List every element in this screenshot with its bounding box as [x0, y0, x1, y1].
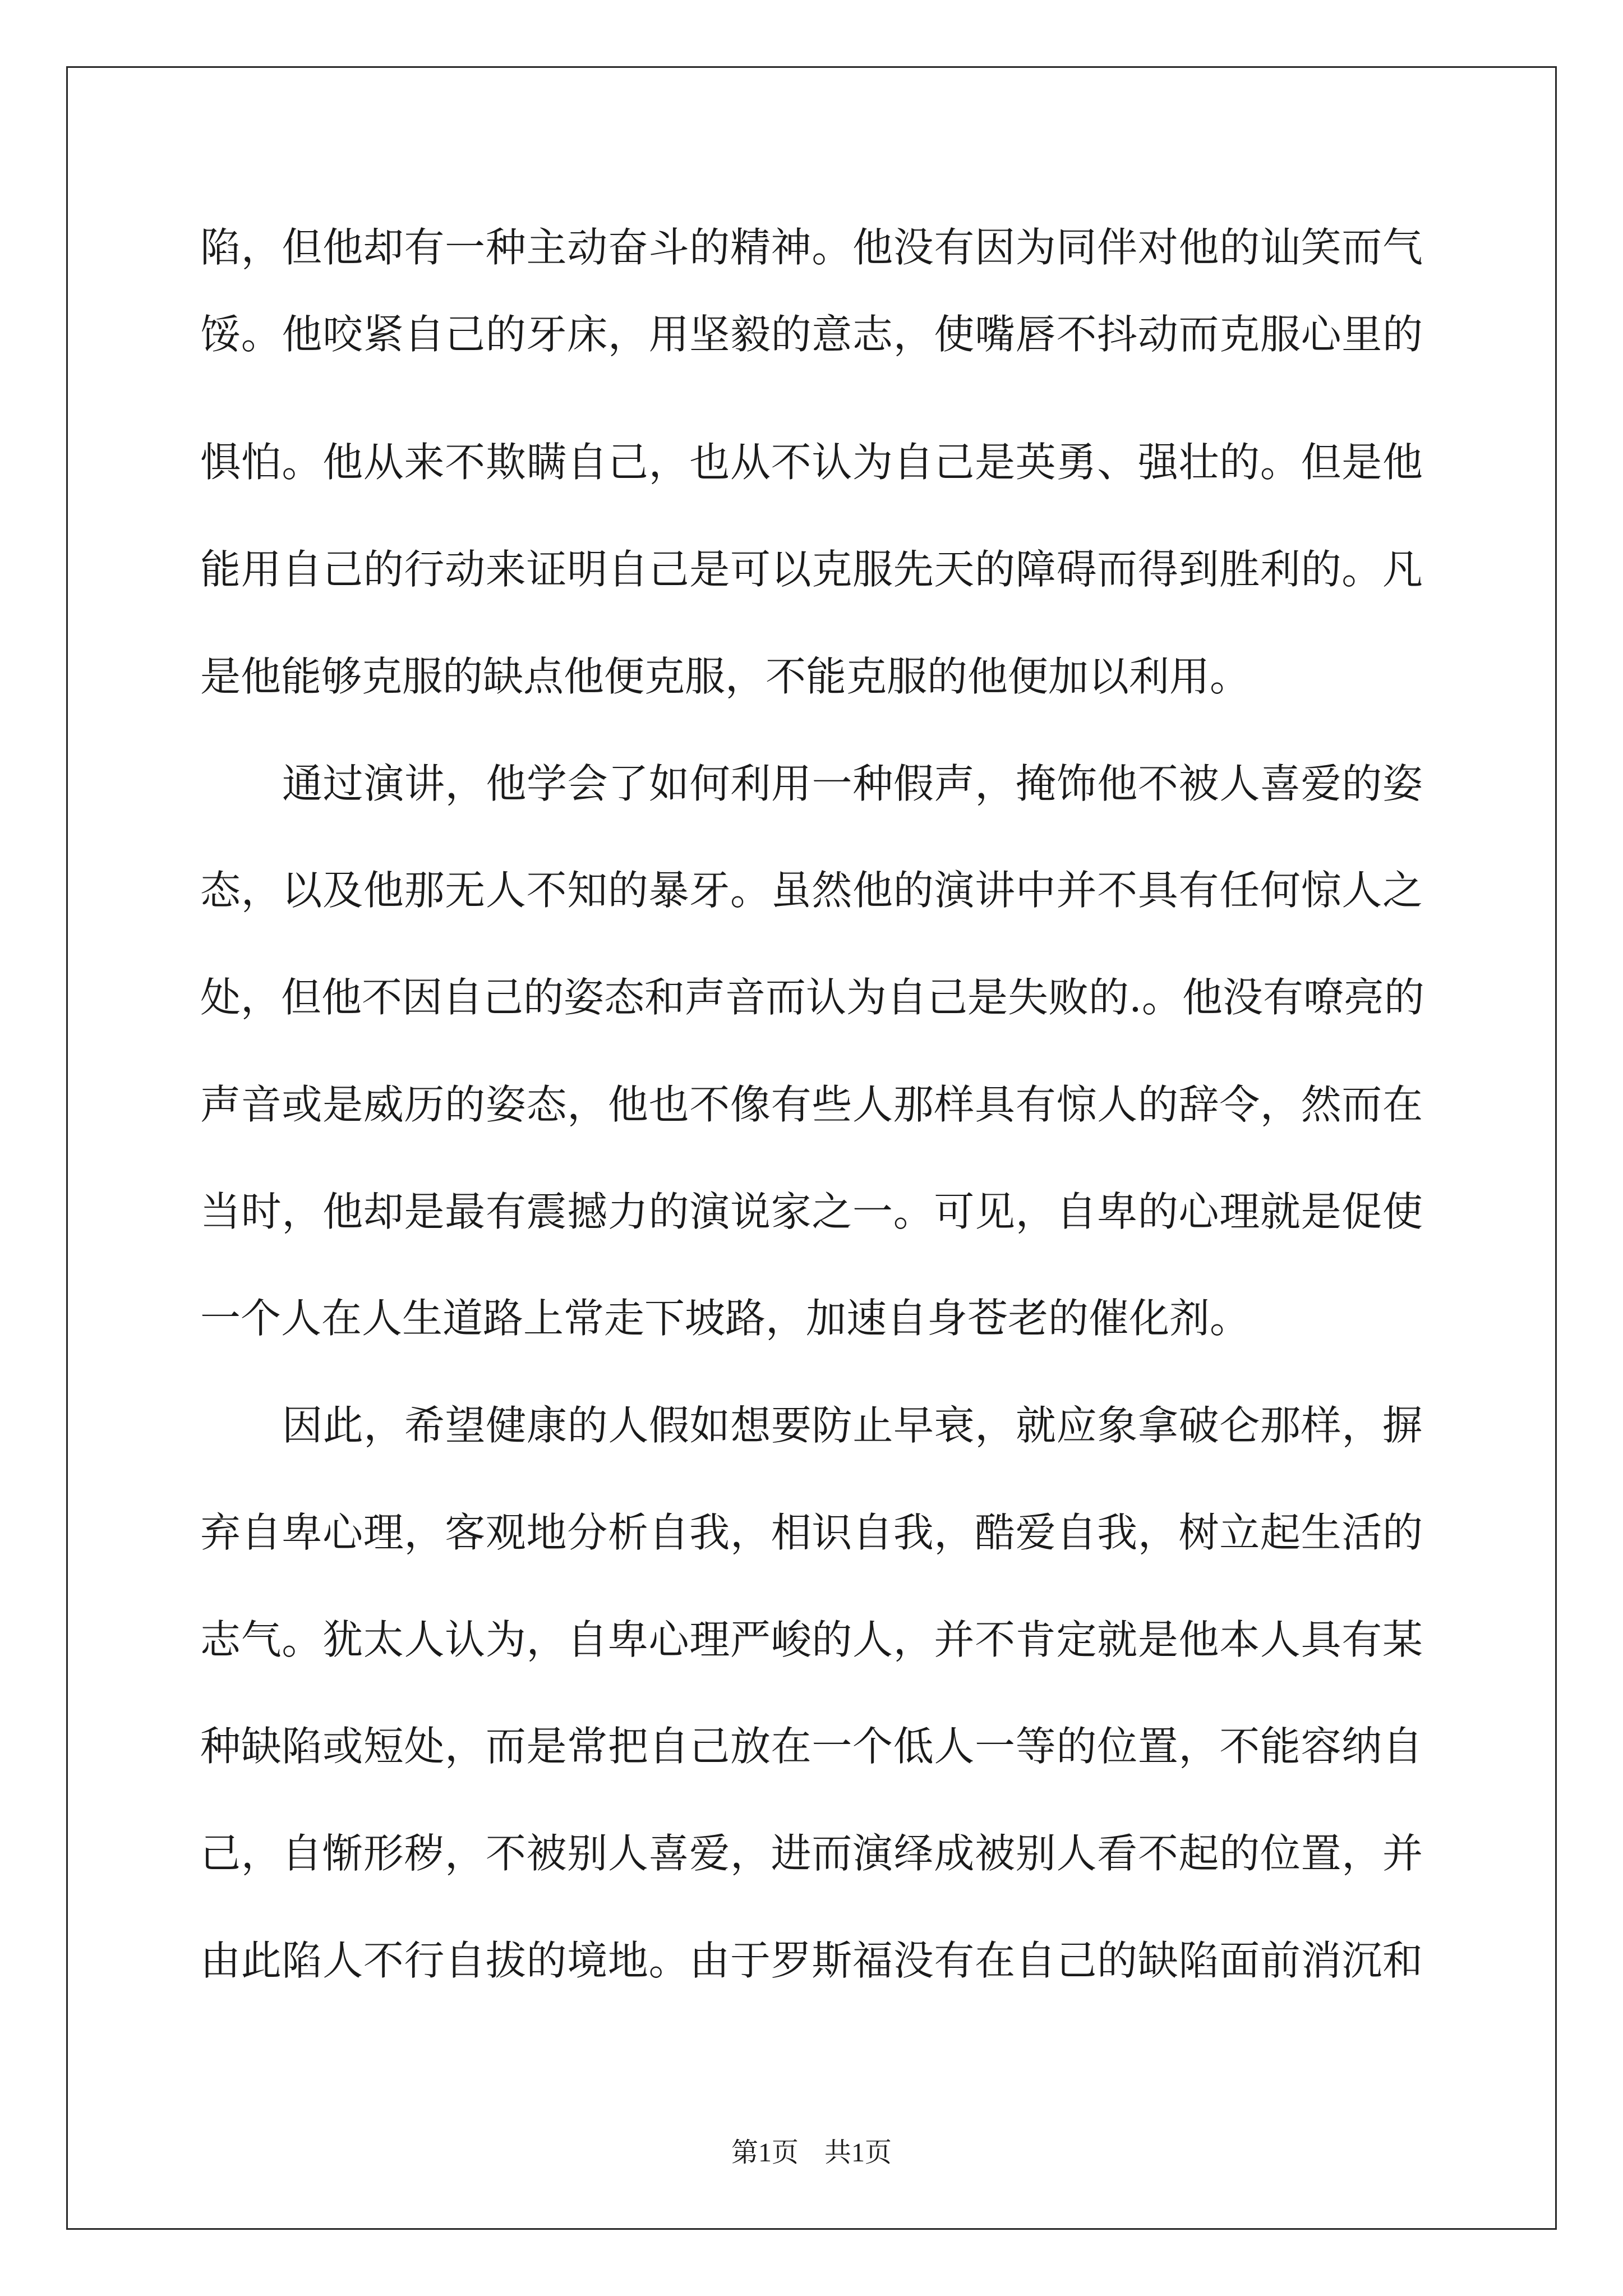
text-line: 一个人在人生道路上常走下坡路，加速自身苍老的催化剂。	[200, 1295, 1251, 1342]
page-footer	[0, 2131, 1623, 2169]
text-line: 己，自惭形秽，不被别人喜爱，进而演绎成被别人看不起的位置，并	[200, 1830, 1423, 1877]
text-line: 当时，他却是最有震撼力的演说家之一。可见，自卑的心理就是促使	[200, 1188, 1423, 1235]
text-line: 馁。他咬紧自己的牙床，用坚毅的意志，使嘴唇不抖动而克服心里的	[200, 311, 1423, 358]
text-line: 能用自己的行动来证明自己是可以克服先天的障碍而得到胜利的。凡	[200, 546, 1423, 593]
text-line: 是他能够克服的缺点他便克服，不能克服的他便加以利用。	[200, 653, 1251, 700]
paragraph-start: 通过演讲，他学会了如何利用一种假声，掩饰他不被人喜爱的姿	[282, 760, 1423, 807]
text-line: 惧怕。他从来不欺瞒自己，也从不认为自己是英勇、强壮的。但是他	[200, 439, 1423, 486]
text-line: 种缺陷或短处，而是常把自己放在一个低人一等的位置，不能容纳自	[200, 1723, 1423, 1770]
text-line: 由此陷人不行自拔的境地。由于罗斯福没有在自己的缺陷面前消沉和	[200, 1937, 1423, 1984]
page-total: 共1页	[824, 2138, 892, 2168]
text-line: 处，但他不因自己的姿态和声音而认为自己是失败的.。他没有嘹亮的	[200, 974, 1424, 1021]
text-line: 态，以及他那无人不知的暴牙。虽然他的演讲中并不具有任何惊人之	[200, 867, 1423, 914]
paragraph-start: 因此，希望健康的人假如想要防止早衰，就应象拿破仑那样，摒	[282, 1402, 1423, 1449]
text-line: 弃自卑心理，客观地分析自我，相识自我，酷爱自我，树立起生活的	[200, 1509, 1423, 1556]
page-number: 第1页	[731, 2138, 799, 2168]
page-border	[66, 66, 1557, 2230]
text-line: 声音或是威历的姿态，他也不像有些人那样具有惊人的辞令，然而在	[200, 1081, 1423, 1128]
text-line: 志气。犹太人认为，自卑心理严峻的人，并不肯定就是他本人具有某	[200, 1616, 1423, 1663]
text-line: 陷，但他却有一种主动奋斗的精神。他没有因为同伴对他的讪笑而气	[200, 224, 1423, 271]
